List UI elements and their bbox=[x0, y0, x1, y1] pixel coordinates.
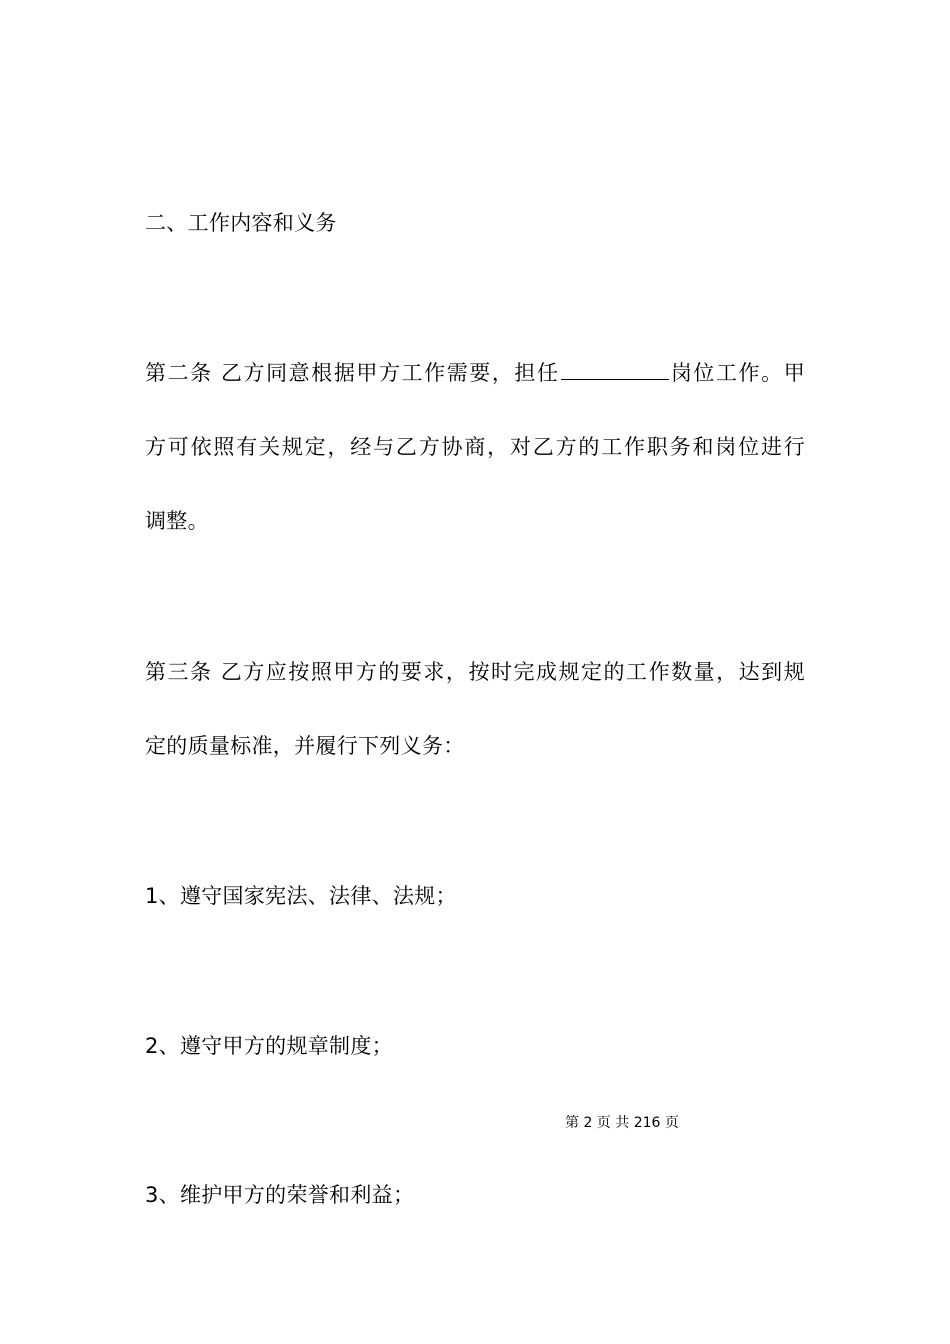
article-3-line-1: 第三条 乙方应按照甲方的要求，按时完成规定的工作数量，达到规 bbox=[145, 660, 805, 684]
position-blank-field bbox=[561, 359, 669, 380]
article-2-line-2: 方可依照有关规定，经与乙方协商，对乙方的工作职务和岗位进行 bbox=[145, 435, 805, 459]
article-3-line-2: 定的质量标准，并履行下列义务： bbox=[145, 734, 465, 758]
obligation-item-1: 1、遵守国家宪法、法律、法规； bbox=[145, 884, 457, 908]
obligation-item-3: 3、维护甲方的荣誉和利益； bbox=[145, 1183, 415, 1207]
section-heading: 二、工作内容和义务 bbox=[145, 211, 337, 235]
article-2-line-1 bbox=[145, 358, 805, 388]
article-2-text-after-blank: 岗位工作。甲 bbox=[669, 361, 805, 385]
article-2-text-before-blank: 第二条 乙方同意根据甲方工作需要，担任 bbox=[145, 361, 560, 385]
page-number-footer: 第 2 页 共 216 页 bbox=[565, 1115, 679, 1131]
obligation-item-2: 2、遵守甲方的规章制度； bbox=[145, 1034, 393, 1058]
article-2-line-3: 调整。 bbox=[145, 509, 209, 533]
